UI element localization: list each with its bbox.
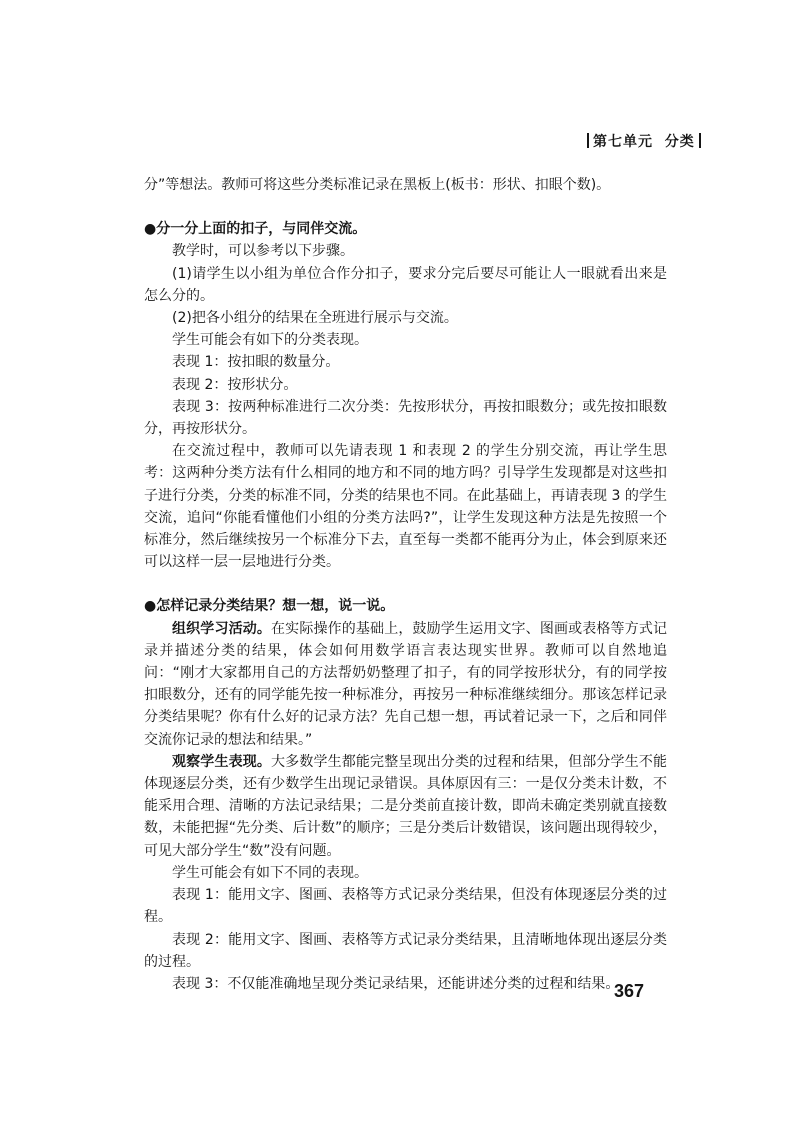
paragraph: 在交流过程中，教师可以先请表现 1 和表现 2 的学生分别交流，再让学生思考：这两种分类方法有什么相同的地方和不同的地方吗？引导学生发现都是对这些扣子进行分类，分类的标准不同，分类的结果也不同。在此基础上，再请表现 3 的学生交流，追问“你能看懂他们小组的分类方法吗?”，让学生发现这种方法是先按照一个标准分，然后继续按另一个标准分下去，直至每一类都不能再分为止，体会到原来还可以这样一层一层地进行分类。	[144, 443, 667, 571]
paragraph: 表现 1：按扣眼的数量分。	[172, 354, 340, 371]
page-body	[144, 174, 667, 995]
paragraph-lead: 组织学习活动。	[172, 620, 272, 637]
header-topic: 分类	[664, 134, 695, 150]
paragraph-text: 大多数学生都能完整呈现出分类的过程和结果，但部分学生不能体现逐层分类，还有少数学生出现记录错误。具体原因有三：一是仅分类未计数，不能采用合理、清晰的方法记录结果；二是分类前直接计数，即尚未确定类别就直接数数，未能把握“先分类、后计数”的顺序；三是分类后计数错误，该问题出现得较少，可见大部分学生“数”没有问题。	[144, 753, 668, 859]
paragraph: 表现 1：能用文字、图画、表格等方式记录分类结果，但没有体现逐层分类的过程。	[144, 887, 667, 926]
header-unit: 第七单元	[593, 134, 653, 150]
running-header	[583, 131, 705, 151]
paragraph: 学生可能会有如下的分类表现。	[172, 332, 368, 349]
paragraph: (2)把各小组分的结果在全班进行展示与交流。	[172, 310, 458, 327]
page-number: 367	[614, 981, 645, 1001]
section-heading: ●分一分上面的扣子，与同伴交流。	[144, 221, 367, 238]
paragraph: (1)请学生以小组为单位合作分扣子，要求分完后要尽可能让人一眼就看出来是怎么分的。	[144, 265, 667, 304]
paragraph: 表现 3：按两种标准进行二次分类：先按形状分，再按扣眼数分；或先按扣眼数分，再按形状分。	[144, 398, 667, 438]
paragraph: 表现 2：能用文字、图画、表格等方式记录分类结果，且清晰地体现出逐层分类的过程。	[144, 931, 667, 970]
paragraph-text: 在实际操作的基础上，鼓励学生运用文字、图画或表格等方式记录并描述分类的结果，体会如何用数学语言表达现实世界。教师可以自然地追问：“刚才大家都用自己的方法帮奶奶整理了扣子，有的同学按形状分，有的同学按扣眼数分，还有的同学能先按一种标准分，再按另一种标准继续细分。那该怎样记录分类结果呢？你有什么好的记录方法？先自己想一想，再试着记录一下，之后和同伴交流你记录的想法和结果。”	[144, 620, 668, 748]
header-divider	[587, 133, 589, 148]
paragraph: 表现 3：不仅能准确地呈现分类记录结果，还能讲述分类的过程和结果。	[172, 975, 620, 992]
header-divider	[699, 133, 701, 148]
section-heading: ●怎样记录分类结果？想一想，说一说。	[144, 598, 395, 615]
paragraph	[144, 751, 667, 862]
paragraph: 学生可能会有如下不同的表现。	[172, 864, 368, 881]
paragraph	[144, 618, 667, 751]
paragraph: 分”等想法。教师可将这些分类标准记录在黑板上(板书：形状、扣眼个数)。	[144, 177, 611, 193]
paragraph-lead: 观察学生表现。	[172, 753, 272, 770]
paragraph: 教学时，可以参考以下步骤。	[172, 243, 354, 260]
paragraph: 表现 2：按形状分。	[172, 376, 298, 393]
